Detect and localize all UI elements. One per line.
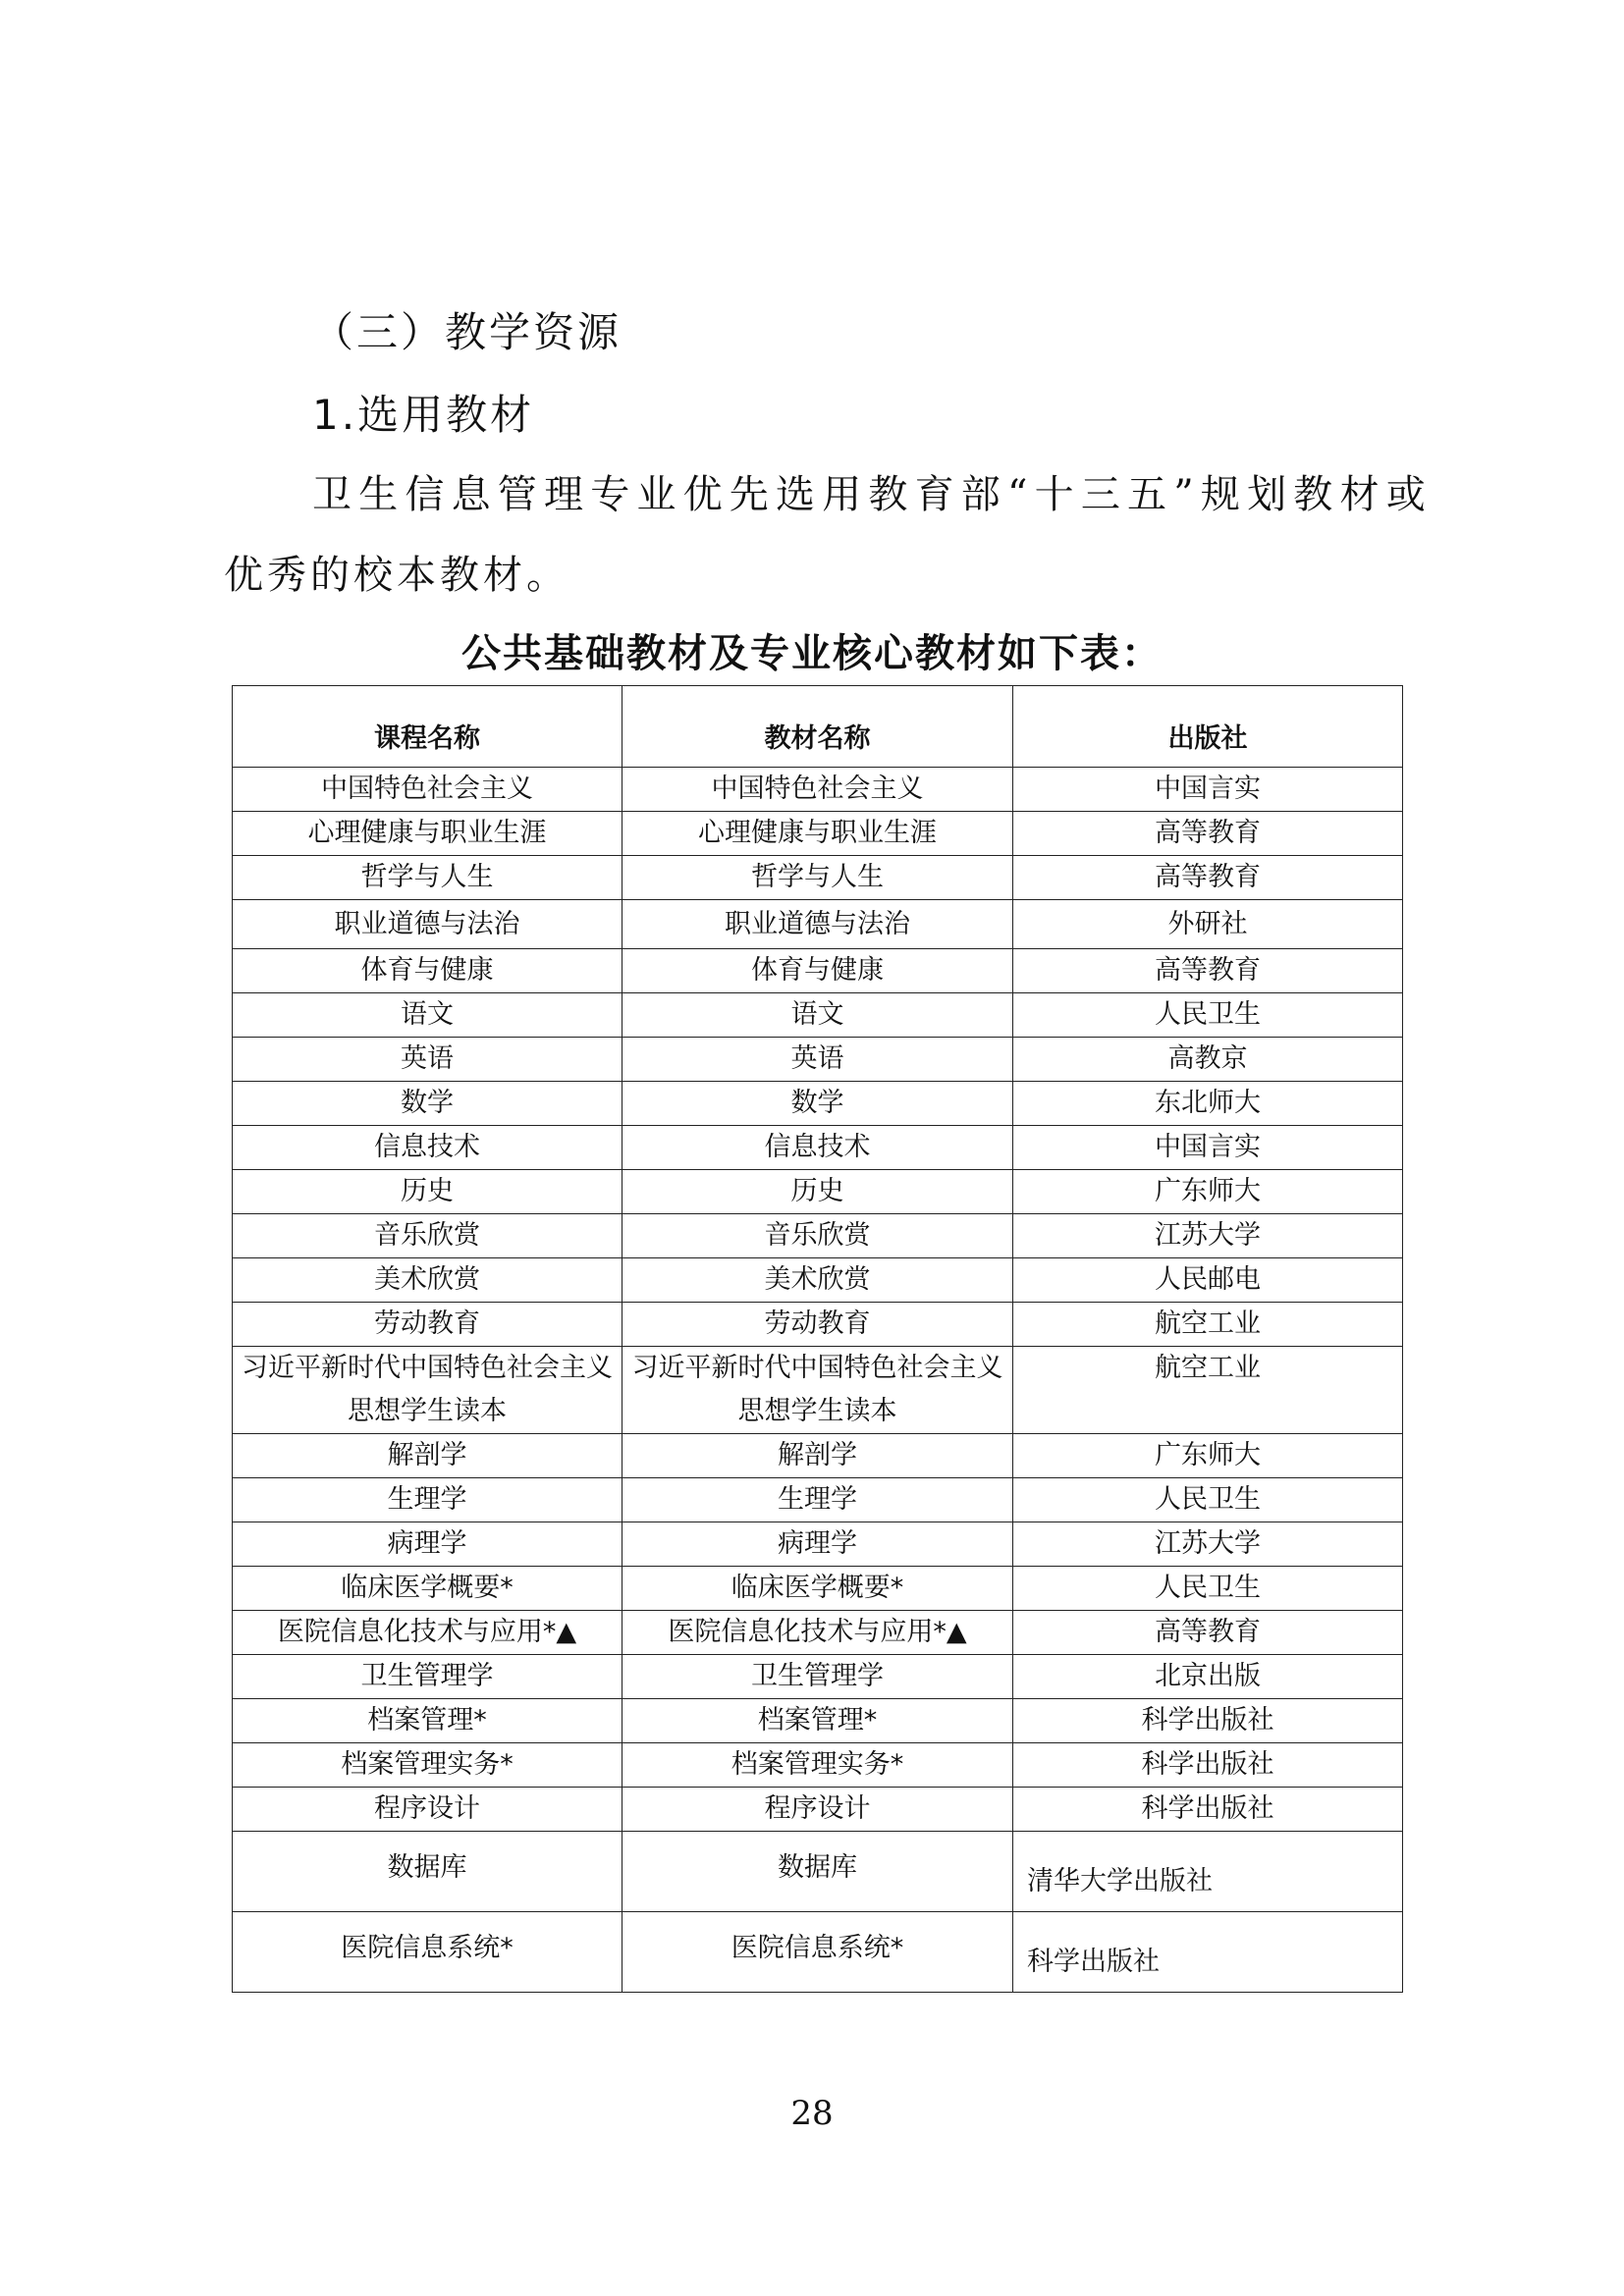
textbook-cell: 历史 <box>623 1170 1013 1214</box>
course-cell: 英语 <box>233 1038 623 1082</box>
textbook-cell: 美术欣赏 <box>623 1258 1013 1303</box>
table-row <box>233 1743 1403 1788</box>
publisher-cell: 航空工业 <box>1013 1347 1403 1434</box>
textbook-cell: 哲学与人生 <box>623 856 1013 900</box>
publisher-cell: 高等教育 <box>1013 949 1403 993</box>
course-cell: 病理学 <box>233 1522 623 1567</box>
publisher-cell: 外研社 <box>1013 900 1403 949</box>
table-header-row <box>233 686 1403 768</box>
publisher-cell: 东北师大 <box>1013 1082 1403 1126</box>
publisher-cell: 科学出版社 <box>1013 1788 1403 1832</box>
course-cell: 数据库 <box>233 1832 623 1912</box>
textbook-cell: 英语 <box>623 1038 1013 1082</box>
header-textbook-name: 教材名称 <box>623 686 1013 768</box>
table-row <box>233 1214 1403 1258</box>
section-heading: （三）教学资源 <box>312 308 623 356</box>
course-cell: 音乐欣赏 <box>233 1214 623 1258</box>
course-cell: 信息技术 <box>233 1126 623 1170</box>
table-row <box>233 768 1403 812</box>
paragraph-line-1: 卫生信息管理专业优先选用教育部“十三五”规划教材或 <box>312 472 1433 517</box>
publisher-cell: 科学出版社 <box>1013 1699 1403 1743</box>
publisher-cell: 人民卫生 <box>1013 1478 1403 1522</box>
course-cell: 程序设计 <box>233 1788 623 1832</box>
publisher-cell: 人民卫生 <box>1013 1567 1403 1611</box>
publisher-cell: 高等教育 <box>1013 856 1403 900</box>
table-row <box>233 1303 1403 1347</box>
course-cell: 中国特色社会主义 <box>233 768 623 812</box>
publisher-cell: 北京出版 <box>1013 1655 1403 1699</box>
course-cell: 医院信息系统* <box>233 1912 623 1993</box>
publisher-cell: 广东师大 <box>1013 1434 1403 1478</box>
header-publisher: 出版社 <box>1013 686 1403 768</box>
textbook-cell: 体育与健康 <box>623 949 1013 993</box>
textbook-cell: 临床医学概要* <box>623 1567 1013 1611</box>
table-row <box>233 949 1403 993</box>
table-row <box>233 1082 1403 1126</box>
textbook-cell: 劳动教育 <box>623 1303 1013 1347</box>
course-cell: 习近平新时代中国特色社会主义思想学生读本 <box>233 1347 623 1434</box>
publisher-cell: 广东师大 <box>1013 1170 1403 1214</box>
table-row <box>233 900 1403 949</box>
publisher-cell: 江苏大学 <box>1013 1522 1403 1567</box>
paragraph-line-2: 优秀的校本教材。 <box>224 553 569 598</box>
course-cell: 档案管理实务* <box>233 1743 623 1788</box>
course-cell: 劳动教育 <box>233 1303 623 1347</box>
publisher-cell: 科学出版社 <box>1013 1912 1403 1993</box>
textbook-cell: 档案管理实务* <box>623 1743 1013 1788</box>
course-cell: 职业道德与法治 <box>233 900 623 949</box>
publisher-cell: 高教京 <box>1013 1038 1403 1082</box>
textbook-cell: 程序设计 <box>623 1788 1013 1832</box>
textbook-cell: 语文 <box>623 993 1013 1038</box>
publisher-cell: 人民卫生 <box>1013 993 1403 1038</box>
publisher-cell: 清华大学出版社 <box>1013 1832 1403 1912</box>
course-cell: 数学 <box>233 1082 623 1126</box>
course-cell: 语文 <box>233 993 623 1038</box>
publisher-cell: 高等教育 <box>1013 812 1403 856</box>
course-cell: 美术欣赏 <box>233 1258 623 1303</box>
table-row <box>233 1038 1403 1082</box>
table-row <box>233 1478 1403 1522</box>
textbook-cell: 档案管理* <box>623 1699 1013 1743</box>
textbook-cell: 卫生管理学 <box>623 1655 1013 1699</box>
textbook-cell: 音乐欣赏 <box>623 1214 1013 1258</box>
publisher-cell: 航空工业 <box>1013 1303 1403 1347</box>
publisher-cell: 人民邮电 <box>1013 1258 1403 1303</box>
table-row <box>233 1788 1403 1832</box>
table-row <box>233 856 1403 900</box>
table-row <box>233 1611 1403 1655</box>
course-cell: 档案管理* <box>233 1699 623 1743</box>
textbook-cell: 解剖学 <box>623 1434 1013 1478</box>
textbook-cell: 心理健康与职业生涯 <box>623 812 1013 856</box>
table-row <box>233 1126 1403 1170</box>
table-row <box>233 1522 1403 1567</box>
table-row <box>233 1912 1403 1993</box>
course-cell: 体育与健康 <box>233 949 623 993</box>
textbook-cell: 数学 <box>623 1082 1013 1126</box>
sub-heading: 1.选用教材 <box>312 391 535 439</box>
course-cell: 医院信息化技术与应用*▲ <box>233 1611 623 1655</box>
table-row <box>233 1347 1403 1434</box>
table-row <box>233 1434 1403 1478</box>
header-course-name: 课程名称 <box>233 686 623 768</box>
textbook-cell: 医院信息系统* <box>623 1912 1013 1993</box>
course-cell: 临床医学概要* <box>233 1567 623 1611</box>
textbook-table <box>232 685 1403 1993</box>
textbook-cell: 病理学 <box>623 1522 1013 1567</box>
textbook-cell: 数据库 <box>623 1832 1013 1912</box>
course-cell: 心理健康与职业生涯 <box>233 812 623 856</box>
course-cell: 卫生管理学 <box>233 1655 623 1699</box>
table-row <box>233 993 1403 1038</box>
textbook-cell: 中国特色社会主义 <box>623 768 1013 812</box>
publisher-cell: 江苏大学 <box>1013 1214 1403 1258</box>
table-row <box>233 1258 1403 1303</box>
table-row <box>233 812 1403 856</box>
page-number: 28 <box>790 2094 834 2133</box>
table-row <box>233 1699 1403 1743</box>
publisher-cell: 中国言实 <box>1013 1126 1403 1170</box>
table-caption: 公共基础教材及专业核心教材如下表： <box>461 631 1163 676</box>
publisher-cell: 高等教育 <box>1013 1611 1403 1655</box>
course-cell: 解剖学 <box>233 1434 623 1478</box>
publisher-cell: 中国言实 <box>1013 768 1403 812</box>
course-cell: 历史 <box>233 1170 623 1214</box>
course-cell: 生理学 <box>233 1478 623 1522</box>
textbook-cell: 信息技术 <box>623 1126 1013 1170</box>
table-row <box>233 1567 1403 1611</box>
table-row <box>233 1170 1403 1214</box>
table-row <box>233 1832 1403 1912</box>
textbook-cell: 生理学 <box>623 1478 1013 1522</box>
course-cell: 哲学与人生 <box>233 856 623 900</box>
publisher-cell: 科学出版社 <box>1013 1743 1403 1788</box>
table-row <box>233 1655 1403 1699</box>
textbook-cell: 医院信息化技术与应用*▲ <box>623 1611 1013 1655</box>
textbook-cell: 习近平新时代中国特色社会主义思想学生读本 <box>623 1347 1013 1434</box>
textbook-cell: 职业道德与法治 <box>623 900 1013 949</box>
